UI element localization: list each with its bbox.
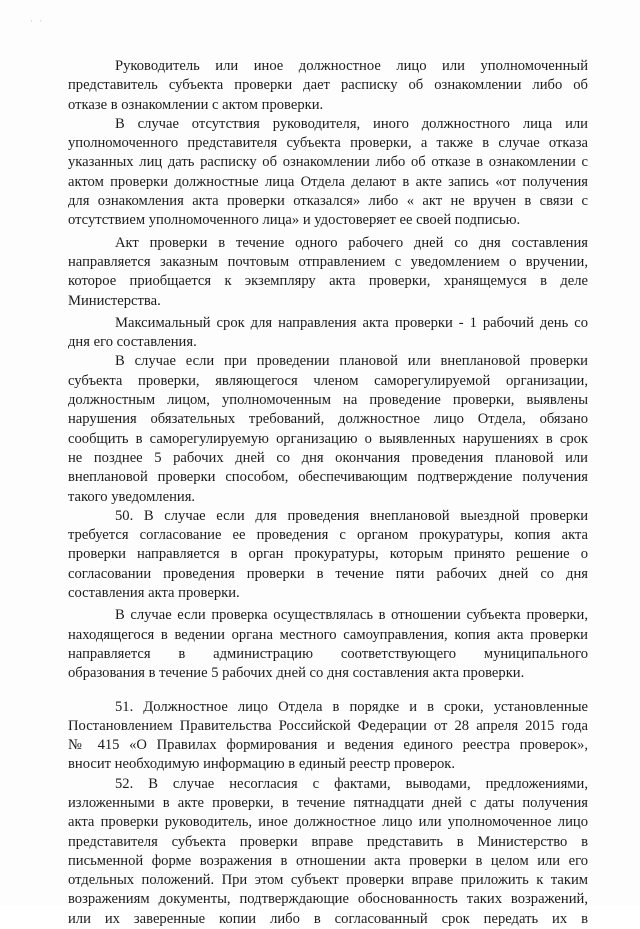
paragraph-line: направляется в администрацию соответствующего муниципального — [68, 645, 588, 662]
paragraph-line: проверки направляется в орган прокуратуры, которым принято решение о — [68, 546, 588, 563]
paragraph-line: которое приобщается к экземпляру акта проверки, хранящемуся в деле — [68, 273, 588, 290]
paragraph-line: такого уведомления. — [68, 488, 196, 505]
paragraph-line: отсутствием уполномоченного лица» и удостоверяет ее своей подписью. — [68, 212, 521, 229]
paragraph-line: Акт проверки в течение одного рабочего дней со дня составления — [115, 234, 588, 251]
paragraph-act-delivery — [68, 234, 588, 311]
paragraph-line: В случае отсутствия руководителя, иного должностного лица или — [115, 115, 588, 132]
paragraph-line: изложенными в акте проверки, в течение пятнадцати дней с даты получения — [68, 794, 588, 811]
paragraph-item-50 — [68, 507, 588, 603]
document-body — [68, 57, 588, 929]
paragraph-line: согласовании проведения проверки в течение пяти рабочих дней со дня — [68, 565, 588, 582]
paragraph-line: Руководитель или иное должностное лицо или уполномоченный — [115, 58, 588, 74]
scan-artifact-mark: · · — [30, 16, 45, 26]
paragraph-line: дня его составления. — [68, 334, 197, 351]
paragraph-line: 52. В случае несогласия с фактами, выводами, предложениями, — [115, 775, 588, 792]
paragraph-line: внеплановой проверки способом, обеспечивающим подтверждение получения — [68, 469, 588, 486]
paragraph-line: сообщить в саморегулируемую организацию о выявленных нарушениях в срок — [68, 430, 588, 447]
paragraph-line: отказе в ознакомлении с актом проверки. — [68, 96, 324, 113]
paragraph-line: актом проверки должностные лица Отдела делают в акте запись «от получения — [68, 173, 588, 190]
paragraph-line: субъекта проверки, являющегося членом саморегулируемой организации, — [68, 372, 588, 389]
paragraph-line: отдельных положений. При этом субъект проверки вправе приложить к таким — [68, 872, 588, 889]
paragraph-line: уполномоченного представителя субъекта проверки, а также в случае отказа — [68, 135, 588, 152]
paragraph-line: Министерства. — [68, 292, 161, 309]
paragraph-line: возражениям документы, подтверждающие обоснованность таких возражений, — [68, 891, 588, 908]
paragraph-line: В случае если проверка осуществлялась в отношении субъекта проверки, — [115, 607, 588, 624]
paragraph-line: направляется заказным почтовым отправлением с уведомлением о вручении, — [68, 253, 588, 270]
paragraph-max-term — [68, 314, 588, 353]
paragraph-line: вносит необходимую информацию в единый реестр проверок. — [68, 756, 456, 773]
paragraph-self-regulatory-org — [68, 352, 588, 506]
paragraph-line: Максимальный срок для направления акта проверки - 1 рабочий день со — [115, 314, 588, 331]
paragraph-line: представитель субъекта проверки дает расписку об ознакомлении либо об — [68, 77, 588, 94]
paragraph-line: письменной форме возражения в отношении акта проверки в целом или его — [68, 852, 588, 869]
paragraph-line: составления акта проверки. — [68, 585, 240, 602]
paragraph-line: находящегося в ведении органа местного самоуправления, копия акта проверки — [68, 626, 588, 643]
paragraph-line: требуется согласование ее проведения с органом прокуратуры, копия акта — [68, 527, 588, 544]
paragraph-line: акта проверки руководитель, иное должностное лицо или уполномоченное лицо — [68, 814, 588, 831]
paragraph-line: 50. В случае если для проведения внеплановой выездной проверки — [115, 507, 588, 524]
paragraph-line: № 415 «О Правилах формирования и ведения единого реестра проверок», — [68, 737, 588, 754]
paragraph-line: указанных лиц дать расписку об ознакомлении либо об отказе в ознакомлении с — [68, 154, 588, 171]
paragraph-local-government — [68, 606, 588, 683]
paragraph-line: не позднее 5 рабочих дней со дня окончания проведения плановой или — [68, 449, 588, 466]
paragraph-line: или их заверенные копии либо в согласованный срок передать их в — [68, 910, 588, 927]
paragraph-line: должностным лицом, уполномоченным на проведение проверки, выявлены — [68, 392, 588, 409]
paragraph-line: Постановлением Правительства Российской Федерации от 28 апреля 2015 года — [68, 717, 588, 734]
paragraph-signature-receipt — [68, 57, 588, 115]
paragraph-line: нарушения обязательных требований, должностное лицо Отдела, обязано — [68, 411, 588, 428]
paragraph-line: образования в течение 5 рабочих дней со дня составления акта проверки. — [68, 665, 525, 682]
paragraph-item-51 — [68, 698, 588, 775]
paragraph-absence-of-head — [68, 115, 588, 231]
paragraph-line: 51. Должностное лицо Отдела в порядке и в сроки, установленные — [115, 698, 588, 715]
paragraph-line: представителя субъекта проверки вправе представить в Министерство в — [68, 833, 588, 850]
paragraph-line: для ознакомления акта проверки отказался» либо « акт не вручен в связи с — [68, 193, 588, 210]
paragraph-item-52 — [68, 775, 588, 929]
paragraph-line: В случае если при проведении плановой или внеплановой проверки — [115, 353, 588, 370]
